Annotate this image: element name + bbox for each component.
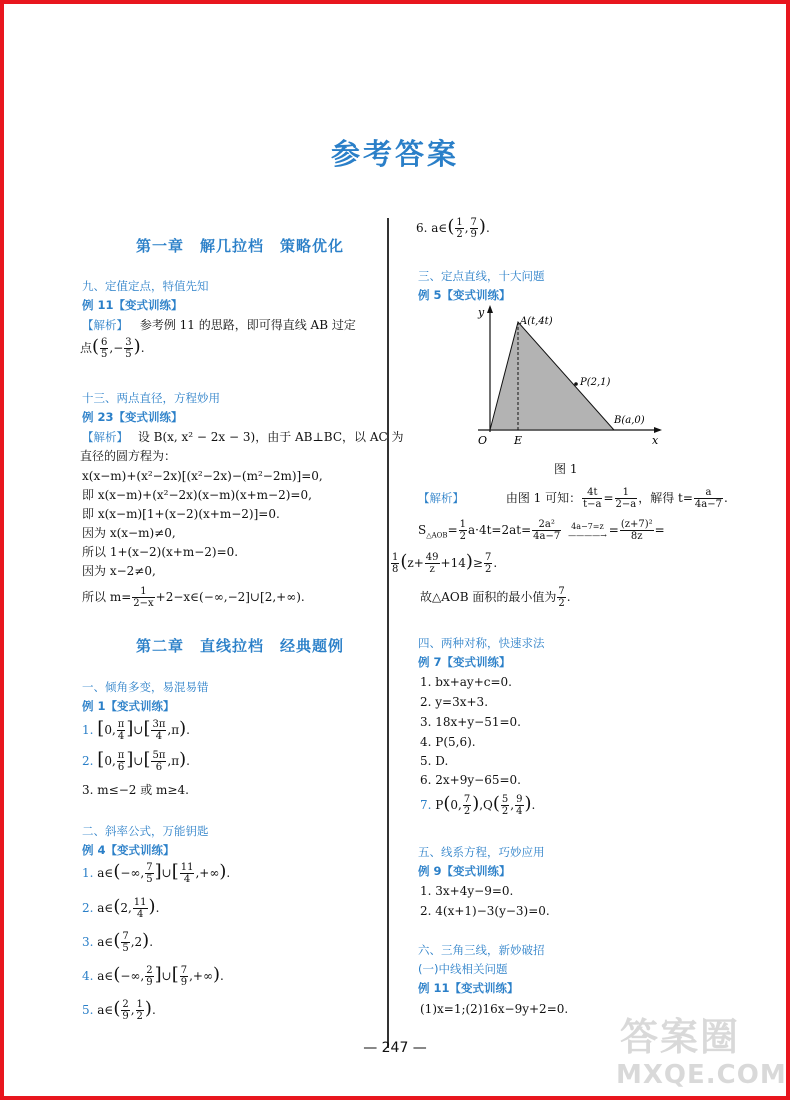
analysis-text-2: ，解得 t= — [638, 491, 693, 505]
chapter-1-heading: 第一章 解几拉档 策略优化 — [136, 237, 345, 255]
solution-line-2: 即 x(x−m)+(x²−2x)(x−m)(x+m−2)=0, — [82, 488, 312, 502]
point-p — [574, 382, 578, 386]
answer-1-2: 2. [0, $\frac{\pi}{6}$ ]∪[ $\frac{5\pi}{6}$ ,π). — [82, 749, 190, 773]
answer-4-2: 2. a∈(2, $\frac{11}{4}$ ). — [82, 896, 160, 920]
analysis-1-line2: 点( $\frac{6}{5}$ ,− $\frac{3}{5}$ ). — [80, 336, 145, 360]
solution-line-7-suffix: +2−x∈(−∞,−2]∪[2,+∞). — [155, 590, 305, 604]
min-area-text: 故△AOB 面积的最小值为 — [420, 590, 557, 604]
section-4-heading: 四、两种对称，快速求法 — [418, 636, 545, 650]
substitution-label: 4a−7=z — [571, 521, 604, 531]
watermark-logo: 答案圈 — [620, 1015, 741, 1059]
solution-line-1: x(x−m)+(x²−2x)[(x²−2x)−(m²−2m)]=0, — [82, 469, 323, 483]
page-inner — [4, 4, 786, 1096]
e-label: E — [514, 434, 523, 447]
answer-4-5: 5. a∈( $\frac{2}{9}$ , $\frac{1}{2}$ ). — [82, 998, 156, 1022]
solution-line-6: 因为 x−2≠0, — [82, 564, 156, 578]
solution-line-5: 所以 1+(x−2)(x+m−2)=0. — [82, 545, 239, 559]
column-divider — [387, 218, 389, 1048]
section-9-heading: 九、定值定点，特值先知 — [82, 279, 209, 293]
section-1-heading: 一、倾角多变，易混易错 — [82, 680, 209, 694]
figure-caption: 图 1 — [554, 462, 578, 476]
b-label: B(a,0) — [614, 415, 645, 426]
analysis-2-line2: 直径的圆方程为： — [80, 449, 177, 463]
p-label: P(2,1) — [580, 377, 611, 388]
answer-4-1: 1. a∈(−∞, $\frac{7}{5}$ ]∪[ $\frac{11}{4}$ ,+∞). — [82, 861, 231, 885]
answer-6: 6. a∈( $\frac{1}{2}$ , $\frac{7}{9}$ ). — [416, 216, 490, 240]
area-symbol: S — [418, 523, 427, 537]
example-23-label: 例 23【变式训练】 — [82, 410, 183, 424]
analysis-text-prefix: 点 — [80, 341, 93, 355]
answer-7-2: 2. y=3x+3. — [420, 695, 489, 709]
analysis-label: 【解析】 — [82, 430, 128, 444]
subsection-1-heading: (一)中线相关问题 — [418, 962, 508, 976]
answer-7-3: 3. 18x+y−51=0. — [420, 715, 521, 729]
answer-4-3: 3. a∈( $\frac{7}{5}$ ,2). — [82, 930, 154, 954]
y-axis-arrow — [487, 305, 493, 313]
x-label: x — [652, 434, 659, 447]
example-11-label: 例 11【变式训练】 — [82, 298, 183, 312]
example-7-label: 例 7【变式训练】 — [418, 655, 511, 669]
answer-6-prefix: 6. a∈ — [416, 221, 448, 235]
analysis-label: 【解析】 — [82, 318, 128, 332]
answer-1-1: 1. [0, $\frac{\pi}{4}$ ]∪[ $\frac{3\pi}{4}$ ,π). — [82, 718, 190, 742]
analysis-text: 参考例 11 的思路，即可得直线 AB 过定 — [139, 318, 356, 332]
analysis-text: 设 B(x, x² − 2x − 3)，由于 AB⊥BC，以 AC 为 — [137, 430, 404, 444]
section-13-heading: 十三、两点直径，方程妙用 — [82, 391, 220, 405]
solution-line-4: 因为 x(x−m)≠0, — [82, 526, 176, 540]
example-4-label: 例 4【变式训练】 — [82, 843, 175, 857]
page-number: — 247 — — [363, 1040, 427, 1056]
answer-9-1: 1. 3x+4y−9=0. — [420, 884, 514, 898]
a-label: A(t,4t) — [520, 316, 553, 327]
area-formula-2: $\frac{1}{8}$ (z+ $\frac{49}{z}$ +14)≥ $\frac{7}{2}$ . — [392, 551, 498, 575]
example-5-label: 例 5【变式训练】 — [418, 288, 511, 302]
solution-line-3: 即 x(x−m)[1+(x−2)(x+m−2)]=0. — [82, 507, 280, 521]
answer-1-3: 3. m≤−2 或 m≥4. — [82, 783, 189, 797]
answer-4-4: 4. a∈(−∞, $\frac{2}{9}$ ]∪[ $\frac{7}{9}$ ,+∞). — [82, 964, 224, 988]
figure-1 — [464, 302, 664, 450]
min-area-conclusion: 故△AOB 面积的最小值为 $\frac{7}{2}$ . — [420, 586, 571, 609]
origin-label: O — [478, 434, 488, 447]
analysis-3: 【解析】 由图 1 可知： $\frac{4t}{t-a}$ = $\frac{1}{2-a}$ ，解得 t= $\frac{a}{4a-7}$ . — [418, 487, 728, 510]
answer-7-4: 4. P(5,6). — [420, 735, 476, 749]
analysis-2 — [82, 428, 404, 447]
analysis-text: 由图 1 可知： — [505, 491, 582, 505]
y-label: y — [478, 306, 485, 319]
solution-line-7: 所以 m= $\frac{1}{2-x}$ +2−x∈(−∞,−2]∪[2,+∞). — [82, 586, 305, 609]
substitution-arrow: 4a−7=z ————→ — [568, 521, 607, 540]
area-formula: $S_{\triangle AOB}=$ $\frac{1}{2}$ a·4t=2at= $\frac{\text{2a²}}{4a-7}$ 4a−7=z ————→ = $\frac{\text{(z+7)²}}{8z}$ = — [418, 519, 665, 542]
section-6-heading: 六、三角三线，新妙破招 — [418, 943, 545, 957]
answer-7-1: 1. bx+ay+c=0. — [420, 675, 512, 689]
page-title: 参考答案 — [330, 137, 459, 171]
analysis-1 — [82, 316, 356, 335]
watermark-url: MXQE.COM — [616, 1060, 787, 1090]
section-3-heading: 三、定点直线，十大问题 — [418, 269, 545, 283]
answer-7-6: 6. 2x+9y−65=0. — [420, 773, 521, 787]
area-subscript: △AOB — [426, 531, 448, 540]
example-9-label: 例 9【变式训练】 — [418, 864, 511, 878]
section-5-heading: 五、线系方程，巧妙应用 — [418, 845, 545, 859]
chapter-2-heading: 第二章 直线拉档 经典题例 — [136, 637, 345, 655]
x-axis-arrow — [654, 427, 662, 433]
example-11-label-right: 例 11【变式训练】 — [418, 981, 519, 995]
answer-11: (1)x=1;(2)16x−9y+2=0. — [420, 1002, 569, 1016]
answer-9-2: 2. 4(x+1)−3(y−3)=0. — [420, 904, 550, 918]
section-2-heading: 二、斜率公式，万能钥匙 — [82, 824, 209, 838]
triangle-aob — [490, 322, 614, 430]
solution-line-7-prefix: 所以 m= — [82, 590, 132, 604]
answer-7-7: 7. P(0, $\frac{7}{2}$ ),Q( $\frac{5}{2}$ , $\frac{9}{4}$ ). — [420, 793, 536, 817]
analysis-label: 【解析】 — [418, 491, 464, 505]
answer-7-5: 5. D. — [420, 754, 449, 768]
example-1-label: 例 1【变式训练】 — [82, 699, 175, 713]
